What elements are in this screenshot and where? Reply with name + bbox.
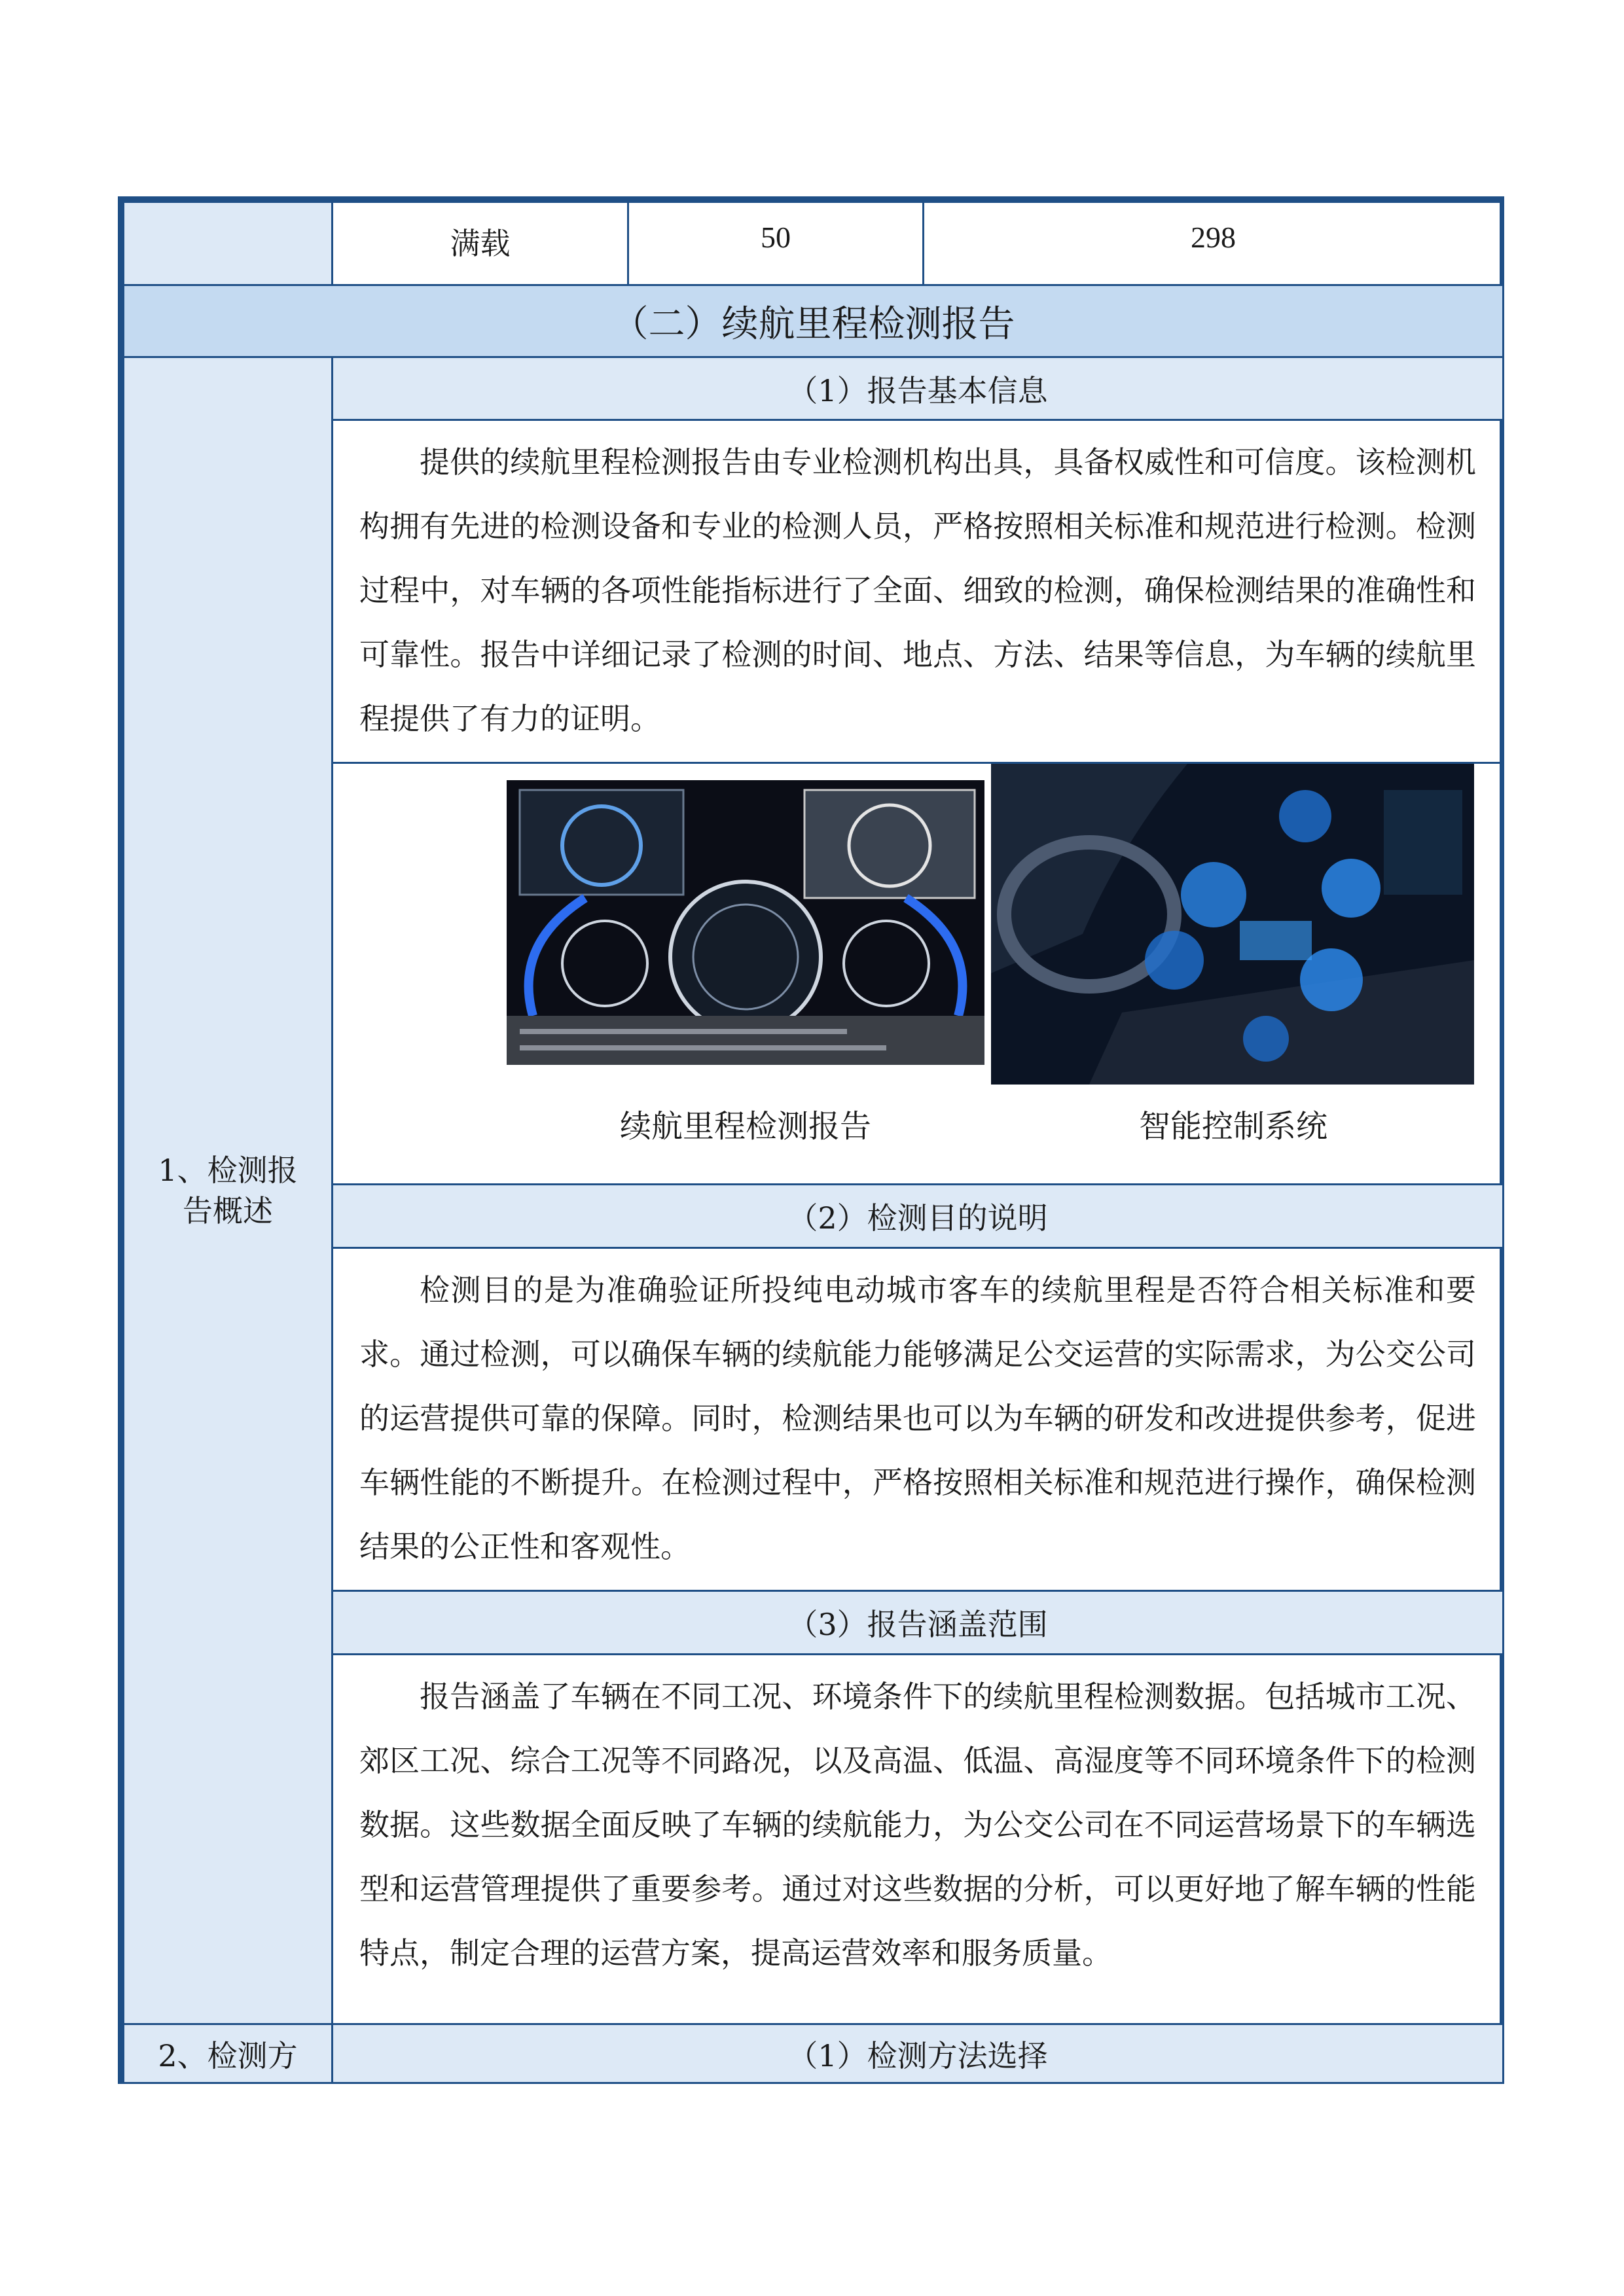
left-image-caption: 续航里程检测报告 bbox=[619, 1108, 871, 1145]
scope-text: 报告涵盖了车辆在不同工况、环境条件下的续航里程检测数据。包括城市工况、郊区工况、综合工况等不同路况，以及高温、低温、高湿度等不同环境条件下的检测数据。这些数据全面反映了车辆的续航能力，为公交公司在不同运营场景下的车辆选型和运营管理提供了重要参考。通过对这些数据的分析，可以更好地了解车辆的性能特点，制定合理的运营方案，提高运营效率和服务质量。 bbox=[359, 1679, 1476, 1971]
dashboard-illustration bbox=[507, 780, 984, 1065]
scope-body bbox=[331, 1653, 1504, 2025]
method-header: （1）检测方法选择 bbox=[331, 2023, 1504, 2084]
value-cell-2: 298 bbox=[922, 201, 1504, 286]
basic-info-text: 提供的续航里程检测报告由专业检测机构出具，具备权威性和可信度。该检测机构拥有先进的检测设备和专业的检测人员，严格按照相关标准和规范进行检测。检测过程中，对车辆的各项性能指标进行了全面、细致的检测，确保检测结果的准确性和可靠性。报告中详细记录了检测的时间、地点、方法、结果等信息，为车辆的续航里程提供了有力的证明。 bbox=[359, 444, 1476, 736]
report-table bbox=[118, 196, 1504, 2084]
dashboard-photo bbox=[507, 780, 984, 1065]
smart-control-illustration bbox=[991, 764, 1474, 1085]
left-label-item1 bbox=[122, 356, 333, 2025]
purpose-body bbox=[331, 1247, 1504, 1592]
images-row bbox=[331, 762, 1504, 1185]
basic-info-body bbox=[331, 419, 1504, 764]
section-title: （二）续航里程检测报告 bbox=[122, 284, 1504, 358]
right-image-caption: 智能控制系统 bbox=[1138, 1108, 1327, 1145]
basic-info-header: （1）报告基本信息 bbox=[331, 356, 1504, 421]
scope-header: （3）报告涵盖范围 bbox=[331, 1590, 1504, 1655]
smart-control-photo bbox=[991, 764, 1474, 1085]
value-cell-1: 50 bbox=[627, 201, 924, 286]
purpose-header: （2）检测目的说明 bbox=[331, 1183, 1504, 1249]
purpose-text: 检测目的是为准确验证所投纯电动城市客车的续航里程是否符合相关标准和要求。通过检测，可以确保车辆的续航能力能够满足公交运营的实际需求，为公交公司的运营提供可靠的保障。同时，检测结果也可以为车辆的研发和改进提供参考，促进车辆性能的不断提升。在检测过程中，严格按照相关标准和规范进行操作，确保检测结果的公正性和客观性。 bbox=[359, 1272, 1476, 1564]
condition-cell: 满载 bbox=[331, 201, 629, 286]
left-label-item1-text: 1、检测报告概述 bbox=[158, 1153, 298, 1229]
left-label-item2: 2、检测方 bbox=[122, 2023, 333, 2084]
top-left-cell bbox=[122, 201, 333, 286]
